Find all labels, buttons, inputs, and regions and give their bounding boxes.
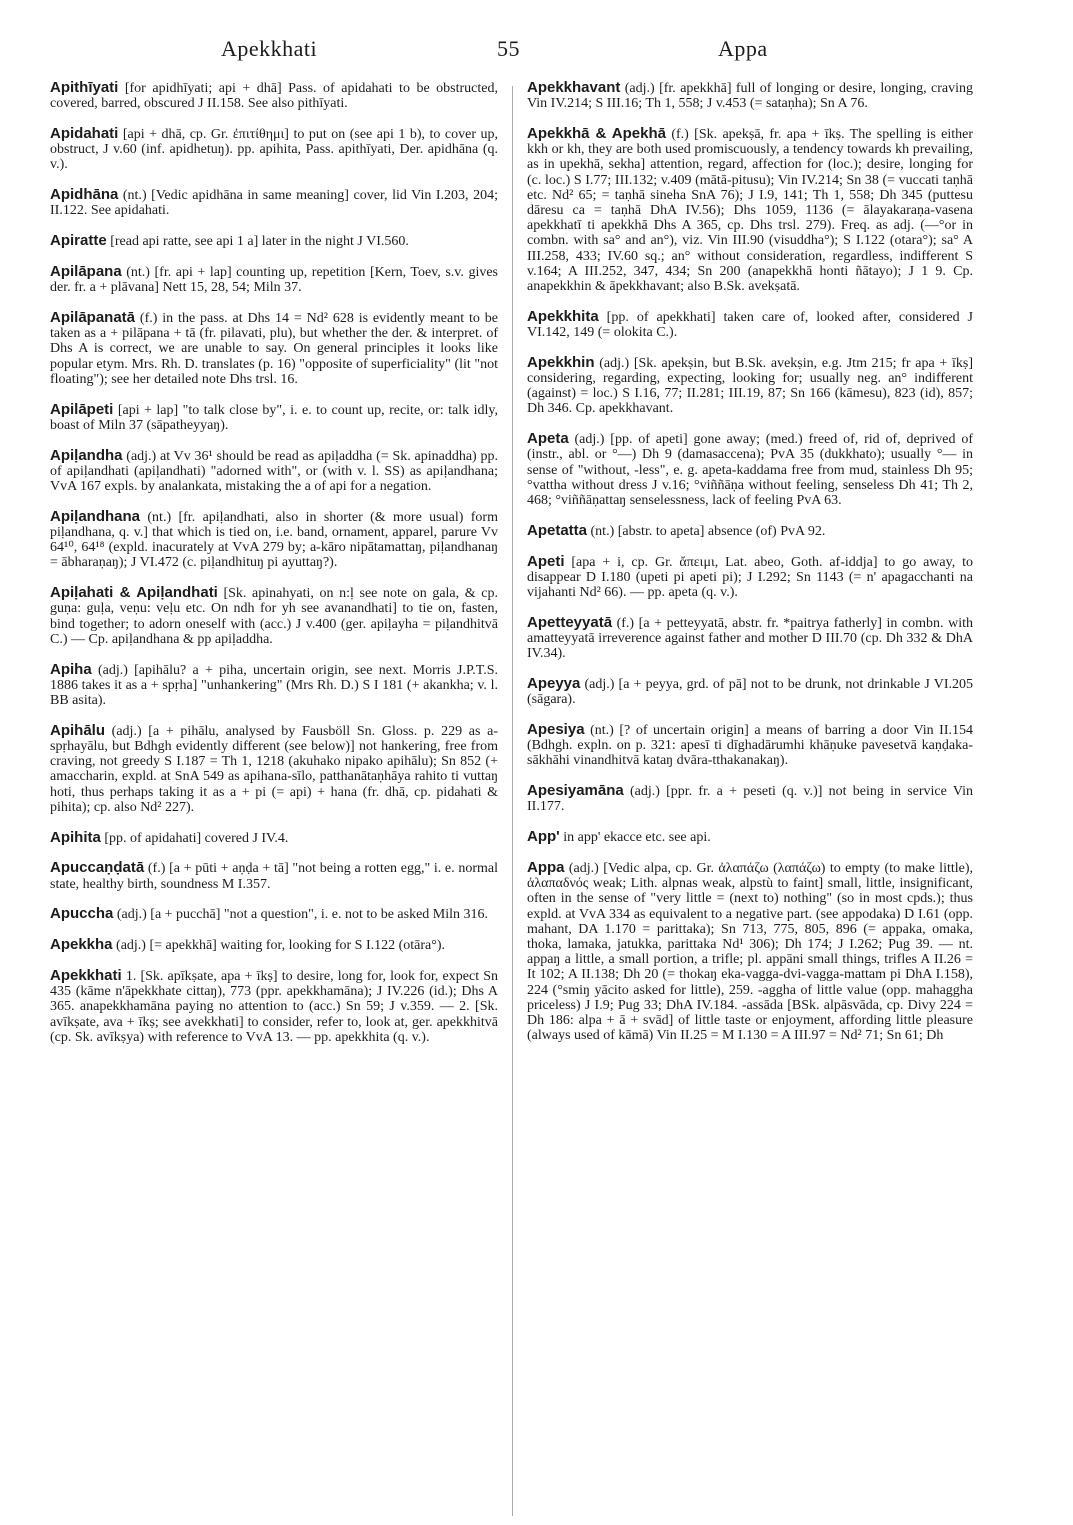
- entry-definition: (f.) [Sk. apekṣā, fr. apa + īkṣ. The spelling is either kkh or kh, they are both used promiscuously, a tendency towards kh prevailing, as in upekhā, sekha] attention, regard, affection for (loc.); desire, longing for (c. loc.) S I.77; III.132; v.409 (mātā-pitusu); Vin IV.214; Sn 38 (= vuccati taṇhā etc. Nd² 65; = taṇhā sineha SnA 76); J I.9, 141; Th 1, 558; Dh 345 (puttesu dāresu ca = taṇhā DhA IV.56); Dhs 1059, 1136 (= ālayakaraṇa-vasena apekkhatī ti apekkhā Dhs A 365, cp. Dhs trsl. 279). Freq. as adj. (—°or in combn. with sa° and an°), viz. Vin III.90 (visuddha°); S I.122 (otara°); sa° A III.258, 433; IV.60 sq.; an° without consideration, regardless, indifferent S v.164; A III.252, 347, 434; Sn 200 (anapekkhā honti ñātayo); J 1 9. Cp. anapekkhin & āpekkhavant; also B.Sk. avekṣatā.: [527, 127, 973, 295]
- dictionary-entry: [527, 554, 973, 601]
- dictionary-entry: [50, 126, 498, 173]
- entry-definition: (adj.) [Vedic alpa, cp. Gr. ἀλαπάζω (λαπάζω) to empty (to make little), ἀλαπαδνός weak; Lith. alpnas weak, alpstù to faint] small, little, insignificant, often in the sense of "very little = (next to) nothing" (so in most cpds.); thus expld. at VvA 334 as equivalent to a negative part. (see appodaka) D I.61 (opp. mahant, DA 1.170 = parittaka); Sn 713, 775, 805, 896 (= appaka, omaka, thoka, lamaka, jatukka, parittaka Nd¹ 306); Dh 174; J I.262; Pug 39. — nt. appaŋ a little, a small portion, a trifle; pl. appāni small things, trifles A II.26 = It 102; A II.138; Dh 20 (= thokaŋ eka-vagga-dvi-vagga-mattam pi DhA I.158), 224 (°smiŋ yācito asked for little), 259. -aggha of little value (opp. mahaggha priceless) J I.9; Pug 33; DhA IV.184. -assāda [BSk. alpāsvāda, cp. Divy 224 = Dh 186: alpa + ā + svād] of little taste or enjoyment, affording little pleasure (always used of kāmā) Vin II.25 = M I.130 = A III.97 = Nd² 71; Sn 61; Dh: [527, 861, 973, 1044]
- dictionary-entry: [50, 310, 498, 387]
- dictionary-entry: [527, 615, 973, 662]
- entry-definition: (nt.) [fr. apiḷandhati, also in shorter (& more usual) form piḷandhana, q. v.] that which is tied on, i.e. band, ornament, apparel, parure Vv 64¹⁰, 64¹⁸ (expld. inacurately at VvA 279 by; a-kāro nipātamattaŋ, piḷandhanaŋ = ābharaṇaŋ); J VI.472 (c. piḷandhituŋ pi ayuttaŋ?).: [50, 509, 498, 571]
- entry-definition: (nt.) [abstr. to apeta] absence (of) PvA 92.: [587, 523, 826, 539]
- entry-definition: (adj.) [Sk. apekṣin, but B.Sk. avekṣin, e.g. Jtm 215; fr apa + īkṣ] considering, regarding, expecting, looking for; usually neg. an° indifferent (against) = loc.) S I.16, 77; II.281; III.19, 87; Sn 166 (kāmesu), 823 (id), 857; Dh 346. Cp. apekkhavant.: [527, 355, 973, 417]
- dictionary-entry: [50, 585, 498, 647]
- running-head-right: Appa: [718, 36, 768, 61]
- entry-headword: Apidhāna: [50, 186, 119, 204]
- entry-headword: Apesiya: [527, 721, 585, 739]
- entry-headword: Apuccha: [50, 905, 114, 923]
- entry-headword: Appa: [527, 859, 565, 877]
- entry-definition: [api + dhā, cp. Gr. ἐπιτίθημι] to put on (see api 1 b), to cover up, obstruct, J v.60 (inf. apidhetuŋ). pp. apihita, Pass. apithīyati, Der. apidhāna (q. v.).: [50, 127, 498, 173]
- entry-headword: Apetteyyatā: [527, 613, 613, 631]
- dictionary-entry: [50, 509, 498, 571]
- dictionary-entry: [50, 80, 498, 111]
- entry-headword: Apekkhati: [50, 967, 122, 985]
- dictionary-entry: [50, 723, 498, 815]
- left-column: [50, 80, 498, 1060]
- entry-definition: (adj.) [= apekkhā] waiting for, looking for S I.122 (otāra°).: [112, 938, 446, 954]
- dictionary-entry: [527, 829, 973, 845]
- entry-definition: [read api ratte, see api 1 a] later in the night J VI.560.: [106, 234, 409, 250]
- entry-headword: Apekkhin: [527, 353, 595, 371]
- entry-definition: (nt.) [fr. api + lap] counting up, repetition [Kern, Toev, s.v. gives der. fr. a + plāvana] Nett 15, 28, 54; Miln 37.: [50, 265, 498, 296]
- entry-definition: (adj.) [a + pucchā] "not a question", i. e. not to be asked Miln 316.: [113, 907, 489, 923]
- entry-definition: [pp. of apidahati] covered J IV.4.: [100, 830, 289, 846]
- dictionary-entry: [50, 830, 498, 846]
- entry-headword: Apuccaṇḍatā: [50, 859, 145, 877]
- entry-headword: Apiḷahati & Apiḷandhati: [50, 584, 218, 602]
- entry-headword: Apeyya: [527, 675, 581, 693]
- entry-headword: Apidahati: [50, 125, 119, 142]
- dictionary-entry: [50, 860, 498, 891]
- entry-definition: (adj.) [a + pihālu, analysed by Fausböll Sn. Gloss. p. 229 as a-spṛhayālu, but Bdhgh evidently different (see below)] not hankering, free from craving, not greedy S I.187 = Th 1, 1218 (akuhako nipako apihālu); Sn 852 (+ amaccharin, expld. at SnA 549 as apihana-sīlo, patthanātaṇhāya rahito ti vuttaŋ hoti, thus perhaps taking it as a + pi (= api) + hana (fr. dhā, cp. pidahati & pihita); cp. also Nd² 227).: [50, 723, 498, 815]
- dictionary-entry: [527, 309, 973, 340]
- entry-definition: [for apidhīyati; api + dhā] Pass. of apidahati to be obstructed, covered, barred, obscured J II.158. See also pithīyati.: [50, 81, 498, 112]
- entry-definition: [api + lap] "to talk close by", i. e. to count up, recite, or: talk idly, boast of Miln 37 (sāpatheyyaŋ).: [50, 402, 498, 433]
- dictionary-entry: [527, 783, 973, 814]
- running-head-left: Apekkhati: [221, 36, 318, 61]
- entry-headword: Apiha: [50, 660, 92, 678]
- entry-headword: Apilāpanatā: [50, 309, 136, 326]
- entry-definition: (f.) [a + pūti + aṇḍa + tā] "not being a rotten egg," i. e. normal state, healthy birth, soundness M I.357.: [50, 861, 498, 892]
- entry-headword: Apithīyati: [50, 79, 119, 96]
- entry-definition: (adj.) [fr. apekkhā] full of longing or desire, longing, craving Vin IV.214; S III.16; Th 1, 558; J v.453 (= sataṇha); Sn A 76.: [527, 81, 973, 112]
- entry-definition: [apa + i, cp. Gr. ἄπειμι, Lat. abeo, Goth. af-iddja] to go away, to disappear D I.180 (upeti pi apeti pi); J I.292; Sn 1143 (= n' apagacchanti na vijahanti Nd² 66). — pp. apeta (q. v.).: [527, 554, 973, 601]
- entry-headword: Apihita: [50, 828, 101, 846]
- dictionary-entry: [527, 355, 973, 417]
- dictionary-entry: [50, 448, 498, 495]
- entry-definition: (nt.) [? of uncertain origin] a means of barring a door Vin II.154 (Bdhgh. expln. on p. 321: apesī ti dīghadārumhi khāṇuke pavesetvā kaṇḍaka-sākhāhi vinandhitvā kataŋ dvāra-tthakanakaŋ).: [527, 723, 973, 769]
- dictionary-entry: [527, 860, 973, 1043]
- column-divider: [512, 86, 513, 1516]
- entry-headword: Apekkhā & Apekhā: [527, 125, 666, 142]
- dictionary-entry: [50, 187, 498, 218]
- entry-headword: Apihālu: [50, 721, 105, 739]
- entry-headword: Apekkhita: [527, 307, 599, 325]
- entry-definition: (adj.) [ppr. fr. a + peseti (q. v.)] not being in service Vin II.177.: [527, 784, 973, 815]
- dictionary-entry: [50, 662, 498, 709]
- entry-headword: Apekkha: [50, 936, 113, 954]
- entry-headword: Apiḷandha: [50, 446, 123, 464]
- dictionary-entry: [527, 722, 973, 769]
- entry-headword: Apeti: [527, 552, 565, 570]
- entry-headword: App': [527, 828, 560, 846]
- entry-headword: Apiratte: [50, 232, 107, 250]
- dictionary-entry: [50, 233, 498, 249]
- entry-definition: (nt.) [Vedic apidhāna in same meaning] cover, lid Vin I.203, 204; II.122. See apidahati.: [50, 188, 498, 219]
- entry-headword: Apetatta: [527, 521, 588, 539]
- right-column: [527, 80, 973, 1058]
- dictionary-entry: [50, 937, 498, 953]
- entry-headword: Apeta: [527, 430, 569, 448]
- entry-definition: 1. [Sk. apīkṣate, apa + īkṣ] to desire, long for, look for, expect Sn 435 (kāme n'āpekkhate cittaŋ), 773 (ppr. apekkhamāna); J IV.226 (id.); Dhs A 365. anapekkhamāna paying no attention to (acc.) Sn 59; J v.359. — 2. [Sk. avīkṣate, ava + īkṣ; see avekkhati] to consider, refer to, look at, ger. apekkhitvā (cp. Sk. avīkṣya) with reference to VvA 13. — pp. apekkhita (q. v.).: [50, 969, 498, 1045]
- entry-definition: [Sk. apinahyati, on n:ḷ see note on gala, & cp. guṇa: guḷa, veṇu: veḷu etc. On ndh for yh see avanandhati] to tie on, fasten, bind together; to adorn oneself with (acc.) J v.400 (ger. apiḷayha = piḷandhitvā C.) — Cp. apiḷandhana & pp apiḷaddha.: [50, 586, 498, 647]
- dictionary-entry: [527, 523, 973, 539]
- dictionary-entry: [50, 906, 498, 922]
- dictionary-entry: [50, 264, 498, 295]
- dictionary-entry: [527, 676, 973, 707]
- entry-definition: (adj.) [a + peyya, grd. of pā] not to be drunk, not drinkable J VI.205 (sāgara).: [527, 677, 973, 708]
- entry-definition: (f.) [a + petteyyatā, abstr. fr. *paitrya fatherly] in combn. with amatteyyatā irreverence against father and mother D III.70 (cp. Dh 332 & DhA IV.34).: [527, 615, 973, 662]
- entry-definition: (adj.) at Vv 36¹ should be read as apiḷaddha (= Sk. apinaddha) pp. of apiḷandhati (apiḷandhati) "adorned with", or (with v. l. SS) as apiḷandhana; VvA 167 expls. by analankata, mistaking the a of api for a negation.: [50, 448, 498, 495]
- entry-headword: Apilāpeti: [50, 400, 114, 418]
- dictionary-entry: [50, 968, 498, 1045]
- dictionary-entry: [527, 80, 973, 111]
- entry-headword: Apekkhavant: [527, 79, 621, 96]
- entry-definition: (adj.) [apihālu? a + piha, uncertain origin, see next. Morris J.P.T.S. 1886 takes it as a + spṛha] "unhankering" (Mrs Rh. D.) S I 181 (+ akankha; v. l. BB asita).: [50, 662, 498, 709]
- dictionary-entry: [527, 431, 973, 508]
- entry-headword: Apilāpana: [50, 263, 122, 280]
- entry-definition: in app' ekacce etc. see api.: [559, 830, 711, 846]
- entry-headword: Apesiyamāna: [527, 782, 624, 800]
- dictionary-entry: [527, 126, 973, 294]
- dictionary-entry: [50, 402, 498, 433]
- entry-definition: [pp. of apekkhati] taken care of, looked after, considered J VI.142, 149 (= olokita C.).: [527, 309, 973, 341]
- entry-definition: (adj.) [pp. of apeti] gone away; (med.) freed of, rid of, deprived of (instr., abl. or °—) Dh 9 (damasaccena); PvA 35 (dukkhato); usually °— in sense of "without, -less", e. g. apeta-kaddama free from mud, stainless Dh 95; °vattha without dress J v.16; °viññāṇa without feeling, senseless Dh 41; Th 2, 468; °viññāṇattaŋ senselessness, lack of feeling PvA 63.: [527, 432, 973, 509]
- entry-definition: (f.) in the pass. at Dhs 14 = Nd² 628 is evidently meant to be taken as a + pilāpana + tā (fr. pilavati, plu), but whether the der. & interpret. of Dhs A is correct, we are unable to say. On general principles it looks like popular etym. Mrs. Rh. D. translates (p. 16) "opposite of superficiality" (lit "not floating"); see her detailed note Dhs trsl. 16.: [50, 311, 498, 387]
- entry-headword: Apiḷandhana: [50, 507, 141, 525]
- page-number: 55: [497, 36, 520, 61]
